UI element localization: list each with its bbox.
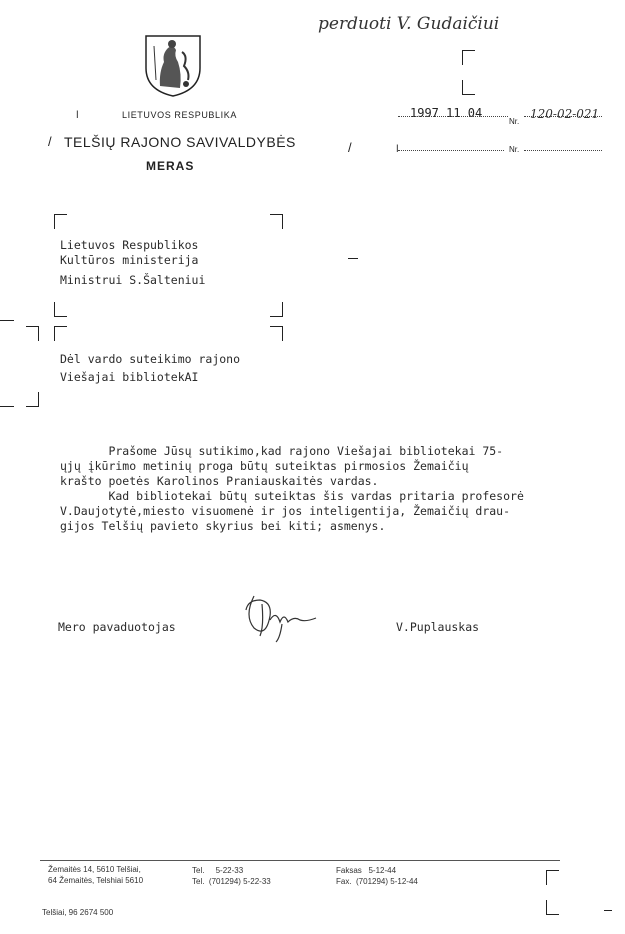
- fax-label: Fax.: [336, 877, 352, 886]
- body-line: gijos Telšių pavieto skyrius bei kiti; asmenys.: [60, 519, 386, 533]
- signatory-name: V.Puplauskas: [396, 620, 480, 634]
- mayor-title: MERAS: [146, 159, 195, 173]
- tel-value: (701294) 5-22-33: [208, 877, 271, 886]
- addressee-block: [60, 238, 205, 288]
- subject-line: Dėl vardo suteikimo rajono: [60, 352, 241, 366]
- footer-rule: [40, 860, 560, 861]
- subject-line: Viešajai bibliotekAI: [60, 370, 199, 384]
- nr-label: Nr.: [509, 117, 520, 126]
- republic-label: LIETUVOS RESPUBLIKA: [122, 110, 237, 120]
- address-window-corner: [270, 214, 283, 229]
- fax-value: 5-12-44: [368, 866, 397, 875]
- footer-phone: [192, 866, 271, 886]
- address-line: Žemaitės 14, 5610 Telšiai,: [48, 865, 141, 874]
- body-line: V.Daujotytė,miesto visuomenė ir jos inteligentija, Žemaičių drau-: [60, 504, 511, 518]
- signatory-position: Mero pavaduotojas: [58, 620, 176, 634]
- margin-tick: ǀ: [76, 110, 79, 121]
- margin-tick: /: [348, 140, 352, 155]
- coat-of-arms-seal: [142, 32, 204, 98]
- fold-mark: [26, 392, 39, 407]
- fold-mark: [26, 326, 39, 341]
- address-window-corner: [270, 302, 283, 317]
- addressee-line: Kultūros ministerija: [60, 253, 199, 267]
- fold-mark: [546, 900, 559, 915]
- fold-line: [0, 406, 14, 407]
- letter-date: 1997 11 04: [410, 106, 483, 120]
- fold-line: [0, 320, 14, 321]
- tel-value: 5-22-33: [215, 866, 244, 875]
- subject-block: [60, 352, 240, 385]
- handwritten-signature: [240, 586, 320, 646]
- body-line: ųjų įkūrimo metinių proga būtų suteiktas pirmosios Žemaičių: [60, 459, 469, 473]
- print-line: Telšiai, 96 2674 500: [42, 908, 114, 917]
- office-title: TELŠIŲ RAJONO SAVIVALDYBĖS: [64, 134, 296, 150]
- address-window-corner: [54, 326, 67, 341]
- fax-value: (701294) 5-12-44: [356, 877, 418, 886]
- margin-tick: ǀ: [396, 144, 399, 155]
- margin-tick: [604, 910, 612, 911]
- body-line: Kad bibliotekai būtų suteiktas šis vardas pritaria profesorė: [60, 489, 524, 503]
- tel-label: Tel.: [192, 877, 205, 886]
- letter-body: [60, 444, 580, 534]
- footer-address: [48, 865, 143, 885]
- margin-tick: /: [48, 134, 52, 149]
- address-line: 64 Žemaitės, Telshiai 5610: [48, 876, 144, 885]
- addressee-line: Lietuvos Respublikos: [60, 238, 199, 252]
- address-window-corner: [462, 80, 475, 95]
- tel-label: Tel.: [192, 866, 205, 875]
- registration-number: 120-02-021: [530, 107, 600, 121]
- footer-fax: [336, 866, 418, 886]
- reply-dotted-line: [398, 150, 504, 151]
- address-window-corner: [54, 214, 67, 229]
- body-line: krašto poetės Karolinos Praniauskaitės vardas.: [60, 474, 379, 488]
- body-line: Prašome Jūsų sutikimo,kad rajono Viešajai bibliotekai 75-: [60, 444, 504, 458]
- date-dotted-line: [398, 116, 508, 117]
- nr-label: Nr.: [509, 145, 520, 154]
- reply-number-dotted-line: [524, 150, 602, 151]
- address-window-corner: [462, 50, 475, 65]
- address-window-corner: [270, 326, 283, 341]
- fax-label: Faksas: [336, 866, 362, 875]
- handwritten-note: perduoti V. Gudaičiui: [318, 14, 500, 34]
- address-window-corner: [54, 302, 67, 317]
- margin-tick: [348, 258, 358, 259]
- fold-mark: [546, 870, 559, 885]
- addressee-line: Ministrui S.Šalteniui: [60, 273, 206, 287]
